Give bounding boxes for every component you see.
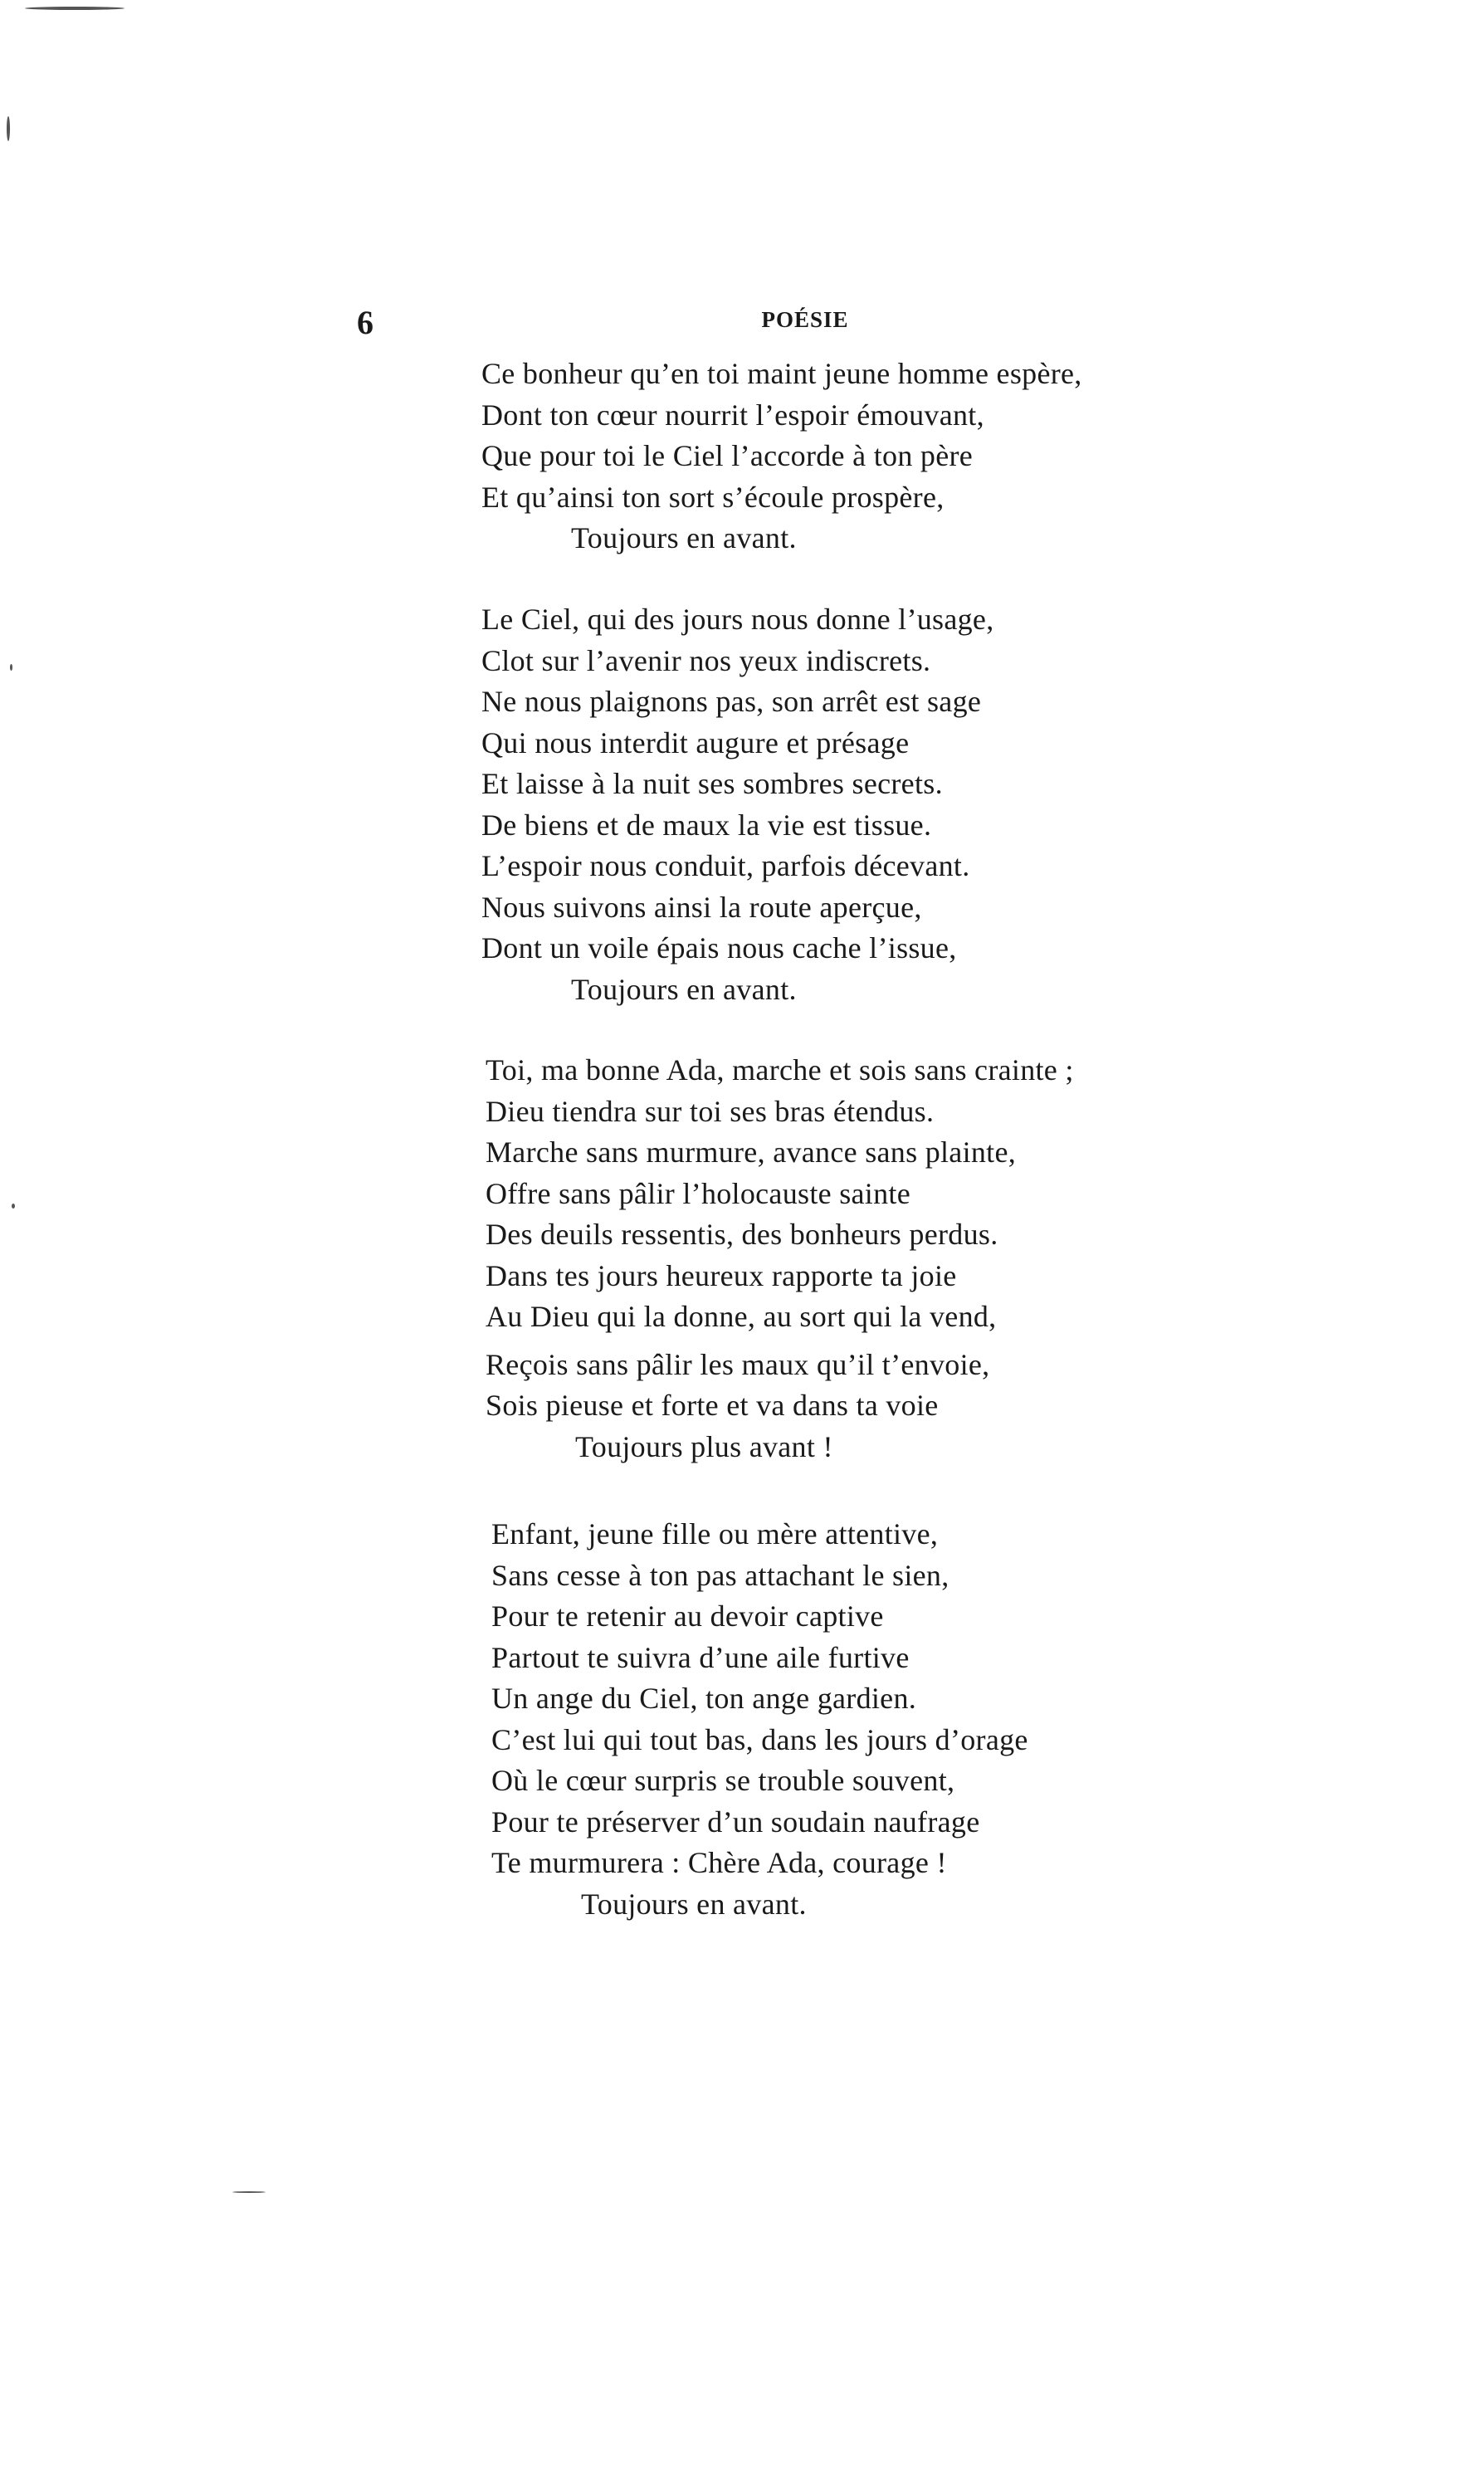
verse-line: Dans tes jours heureux rapporte ta joie (486, 1258, 957, 1292)
verse-line: Te murmurera : Chère Ada, courage ! (491, 1846, 947, 1879)
verse-line: Le Ciel, qui des jours nous donne l’usage, (481, 603, 994, 636)
verse-line: Dont un voile épais nous cache l’issue, (481, 931, 957, 964)
verse-line: Que pour toi le Ciel l’accorde à ton père (481, 439, 974, 472)
verse-line: Nous suivons ainsi la route aperçue, (481, 890, 922, 924)
verse-line: Reçois sans pâlir les maux qu’il t’envoie, (486, 1347, 990, 1381)
verse-line: Sans cesse à ton pas attachant le sien, (491, 1558, 949, 1592)
stanza-4 (491, 1514, 1404, 1925)
verse-line: C’est lui qui tout bas, dans les jours d’orage (491, 1722, 1028, 1756)
scan-speck (25, 7, 124, 10)
page-number: 6 (357, 304, 373, 341)
verse-line: Enfant, jeune fille ou mère attentive, (491, 1517, 939, 1550)
verse-line: Clot sur l’avenir nos yeux indiscrets. (481, 643, 931, 677)
verse-line: Dont ton cœur nourrit l’espoir émouvant, (481, 398, 984, 432)
verse-line: Partout te suivra d’une aile furtive (491, 1640, 910, 1674)
verse-line: Ne nous plaignons pas, son arrêt est sage (481, 685, 982, 718)
refrain-line: Toujours en avant. (581, 1887, 807, 1921)
verse-line: Pour te retenir au devoir captive (491, 1599, 884, 1633)
verse-line: Marche sans murmure, avance sans plainte, (486, 1135, 1017, 1169)
running-header: POÉSIE (761, 307, 849, 332)
verse-line: Où le cœur surpris se trouble souvent, (491, 1764, 955, 1797)
verse-line: Dieu tiendra sur toi ses bras étendus. (486, 1094, 935, 1128)
scan-speck (10, 664, 12, 671)
scan-speck (7, 116, 10, 141)
verse-line: Et laisse à la nuit ses sombres secrets. (481, 767, 943, 800)
refrain-line: Toujours en avant. (571, 972, 797, 1006)
stanza-2 (481, 599, 1394, 1010)
verse-line: L’espoir nous conduit, parfois décevant. (481, 849, 970, 882)
verse-line: Pour te préserver d’un soudain naufrage (491, 1804, 980, 1839)
refrain-line: Toujours plus avant ! (575, 1429, 833, 1463)
verse-line: Et qu’ainsi ton sort s’écoule prospère, (481, 480, 945, 514)
verse-line: Des deuils ressentis, des bonheurs perdus. (486, 1218, 998, 1251)
verse-line: Ce bonheur qu’en toi maint jeune homme espère, (481, 357, 1082, 390)
verse-line: Offre sans pâlir l’holocauste sainte (486, 1176, 910, 1210)
verse-line: Un ange du Ciel, ton ange gardien. (491, 1682, 917, 1715)
stanza-1 (481, 354, 1394, 559)
verse-line: Qui nous interdit augure et présage (481, 725, 910, 759)
verse-line: De biens et de maux la vie est tissue. (481, 808, 932, 842)
scan-speck (12, 1204, 15, 1209)
verse-line: Sois pieuse et forte et va dans ta voie (486, 1389, 939, 1422)
scan-speck (232, 2191, 266, 2193)
refrain-line: Toujours en avant. (571, 521, 797, 554)
verse-line: Toi, ma bonne Ada, marche et sois sans crainte ; (486, 1053, 1074, 1087)
verse-line: Au Dieu qui la donne, au sort qui la vend, (486, 1300, 997, 1333)
stanza-3 (486, 1050, 1399, 1467)
